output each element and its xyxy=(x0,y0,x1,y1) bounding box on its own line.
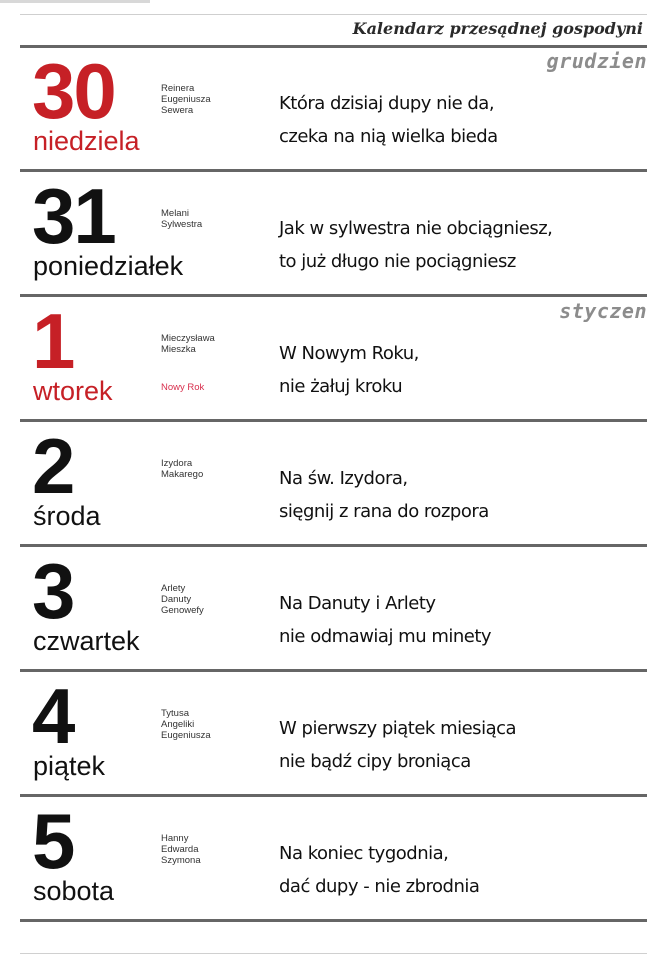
day-row xyxy=(20,172,647,297)
calendar-header xyxy=(20,14,647,48)
name-day: Tytusa xyxy=(161,708,189,719)
day-row xyxy=(20,47,647,172)
calendar-title: Kalendarz przesądnej gospodyni xyxy=(352,19,643,38)
saying-line: dać dupy - nie zbrodnia xyxy=(279,876,480,897)
day-number: 3 xyxy=(32,547,74,635)
month-label: styczen xyxy=(559,299,647,323)
saying xyxy=(279,837,479,903)
day-number: 31 xyxy=(32,172,115,260)
weekday-label: piątek xyxy=(33,751,106,781)
name-days xyxy=(161,333,215,355)
day-number: 2 xyxy=(32,422,74,510)
name-day: Angeliki xyxy=(161,719,195,730)
weekday-label: niedziela xyxy=(33,126,140,156)
name-days xyxy=(161,708,211,741)
top-divider xyxy=(0,0,150,3)
day-row xyxy=(20,297,647,422)
name-days xyxy=(161,583,204,616)
name-day: Genowefy xyxy=(161,605,204,616)
name-day: Makarego xyxy=(161,469,204,480)
name-days xyxy=(161,458,203,480)
day-row xyxy=(20,547,647,672)
saying-line: Która dzisiaj dupy nie da, xyxy=(279,93,495,114)
saying xyxy=(279,212,552,278)
saying-line: W Nowym Roku, xyxy=(279,343,419,364)
name-day: Mieczysława xyxy=(161,333,215,344)
day-row xyxy=(20,797,647,922)
weekday-label: sobota xyxy=(33,876,115,906)
day-number: 1 xyxy=(32,297,74,385)
name-day: Mieszka xyxy=(161,344,196,355)
name-day: Reinera xyxy=(161,83,195,94)
name-day: Sylwestra xyxy=(161,219,203,230)
saying-line: nie bądź cipy broniąca xyxy=(279,751,471,772)
saying-line: Jak w sylwestra nie obciągniesz, xyxy=(279,218,553,239)
saying-line: sięgnij z rana do rozpora xyxy=(279,501,489,522)
saying xyxy=(279,462,489,528)
name-day: Eugeniusza xyxy=(161,94,211,105)
bottom-divider xyxy=(20,953,647,954)
weekday-label: środa xyxy=(33,501,101,531)
name-days xyxy=(161,833,201,866)
saying-line: Na koniec tygodnia, xyxy=(279,843,449,864)
name-day: Arlety xyxy=(161,583,186,594)
saying-line: W pierwszy piątek miesiąca xyxy=(279,718,517,739)
saying xyxy=(279,712,516,778)
day-number: 30 xyxy=(32,47,115,135)
name-day: Melani xyxy=(161,208,189,219)
name-day: Izydora xyxy=(161,458,193,469)
saying-line: nie żałuj kroku xyxy=(279,376,403,397)
name-days xyxy=(161,208,202,230)
holiday-label: Nowy Rok xyxy=(161,382,205,393)
weekday-label: poniedziałek xyxy=(33,251,184,281)
saying-line: Na Danuty i Arlety xyxy=(279,593,436,614)
saying-line: Na św. Izydora, xyxy=(279,468,408,489)
day-row xyxy=(20,672,647,797)
saying xyxy=(279,87,498,153)
name-days xyxy=(161,83,211,116)
name-day: Sewera xyxy=(161,105,194,116)
day-number: 5 xyxy=(32,797,74,885)
weekday-label: wtorek xyxy=(33,376,113,406)
name-day: Eugeniusza xyxy=(161,730,211,741)
saying-line: nie odmawiaj mu minety xyxy=(279,626,492,647)
saying xyxy=(279,337,419,403)
name-day: Danuty xyxy=(161,594,192,605)
day-row xyxy=(20,422,647,547)
saying-line: czeka na nią wielka bieda xyxy=(279,126,498,147)
weekday-label: czwartek xyxy=(33,626,140,656)
month-label: grudzien xyxy=(546,49,647,73)
day-number: 4 xyxy=(32,672,74,760)
saying xyxy=(279,587,491,653)
name-day: Szymona xyxy=(161,855,201,866)
saying-line: to już długo nie pociągniesz xyxy=(279,251,516,272)
name-day: Hanny xyxy=(161,833,189,844)
name-day: Edwarda xyxy=(161,844,199,855)
